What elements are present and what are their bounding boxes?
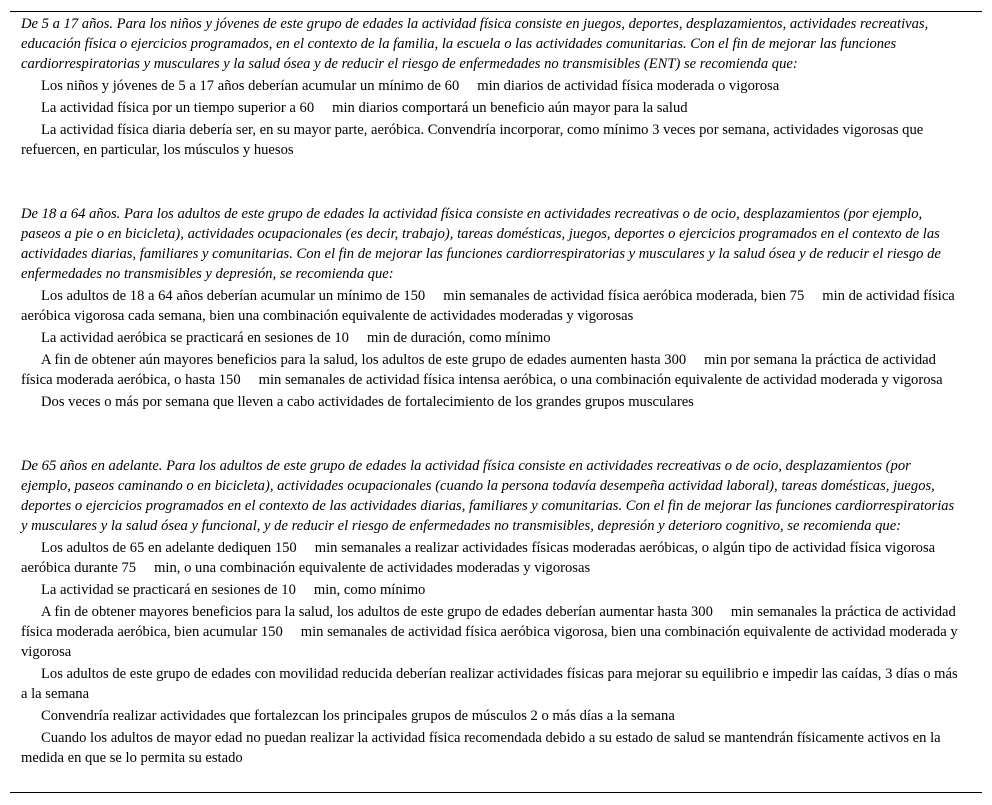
section-intro: De 18 a 64 años. Para los adultos de este grupo de edades la actividad física consiste en actividades recreativas o de ocio, desplazamientos (por ejemplo, paseos a pie o en bicicleta), actividades ocupacionales (es decir, trabajo), tareas domésticas, juegos, deportes o ejercicios programados en el contexto de las actividades diarias, familiares y comunitarias. Con el fin de mejorar las funciones cardiorrespiratorias y musculares y la salud ósea y de reducir el riesgo de enfermedades no transmisibles y depresión, se recomienda que: (21, 206, 941, 282)
recommendation-item: A fin de obtener aún mayores beneficios para la salud, los adultos de este grupo de edades aumenten hasta 300 min por semana la práctica de actividad física moderada aeróbica, o hasta 150 min semanales de actividad física intensa aeróbica, o una combinación equivalente de actividad moderada y vigorosa (21, 352, 943, 388)
recommendation-item: Los adultos de 65 en adelante dediquen 150 min semanales a realizar actividades físicas moderadas aeróbicas, o algún tipo de actividad física vigorosa aeróbica durante 75 min, o una combinación equivalente de actividades moderadas y vigorosas (21, 540, 936, 576)
section-65-plus (21, 456, 961, 770)
recommendation-item: La actividad física por un tiempo superior a 60 min diarios comportará un beneficio aún mayor para la salud (41, 100, 688, 116)
recommendation-item: Dos veces o más por semana que lleven a cabo actividades de fortalecimiento de los grandes grupos musculares (41, 394, 694, 410)
section-intro: De 5 a 17 años. Para los niños y jóvenes de este grupo de edades la actividad física consiste en juegos, deportes, desplazamientos, actividades recreativas, educación física o ejercicios programados, en el contexto de la familia, la escuela o las actividades comunitarias. Con el fin de mejorar las funciones cardiorrespiratorias y musculares y la salud ósea y de reducir el riesgo de enfermedades no transmisibles (ENT) se recomienda que: (21, 16, 929, 72)
recommendation-item: Cuando los adultos de mayor edad no puedan realizar la actividad física recomendada debido a su estado de salud se mantendrán físicamente activos en la medida en que se lo permita su estado (21, 730, 941, 766)
recommendation-item: A fin de obtener mayores beneficios para la salud, los adultos de este grupo de edades deberían aumentar hasta 300 min semanales la práctica de actividad física moderada aeróbica, bien acumular 150 min semanales de actividad física aeróbica vigorosa, bien una combinación equivalente de actividad moderada y vigorosa (21, 604, 958, 660)
section-18-64 (21, 204, 961, 414)
section-5-17 (21, 14, 961, 162)
recommendation-item: Los adultos de 18 a 64 años deberían acumular un mínimo de 150 min semanales de actividad física aeróbica moderada, bien 75 min de actividad física aeróbica vigorosa cada semana, bien una combinación equivalente de actividades moderadas y vigorosas (21, 288, 955, 324)
recommendation-item: Los niños y jóvenes de 5 a 17 años deberían acumular un mínimo de 60 min diarios de actividad física moderada o vigorosa (41, 78, 780, 94)
recommendation-item: Convendría realizar actividades que fortalezcan los principales grupos de músculos 2 o más días a la semana (41, 708, 675, 724)
recommendation-item: La actividad aeróbica se practicará en sesiones de 10 min de duración, como mínimo (41, 330, 551, 346)
recommendation-item: La actividad se practicará en sesiones de 10 min, como mínimo (41, 582, 426, 598)
recommendation-item: La actividad física diaria debería ser, en su mayor parte, aeróbica. Convendría incorporar, como mínimo 3 veces por semana, actividades vigorosas que refuercen, en particular, los músculos y huesos (21, 122, 924, 158)
recommendation-item: Los adultos de este grupo de edades con movilidad reducida deberían realizar actividades físicas para mejorar su equilibrio e impedir las caídas, 3 días o más a la semana (21, 666, 958, 702)
recommendations-table (10, 11, 982, 793)
section-intro: De 65 años en adelante. Para los adultos de este grupo de edades la actividad física consiste en actividades recreativas o de ocio, desplazamientos (por ejemplo, paseos caminando o en bicicleta), actividades ocupacionales (cuando la persona todavía desempeña actividad laboral), tareas domésticas, juegos, deportes o ejercicios programados en el contexto de las actividades diarias, familiares y comunitarias. Con el fin de mejorar las funciones cardiorrespiratorias y musculares y la salud ósea y funcional, y de reducir el riesgo de enfermedades no transmisibles, depresión y deterioro cognitivo, se recomienda que: (21, 458, 955, 534)
